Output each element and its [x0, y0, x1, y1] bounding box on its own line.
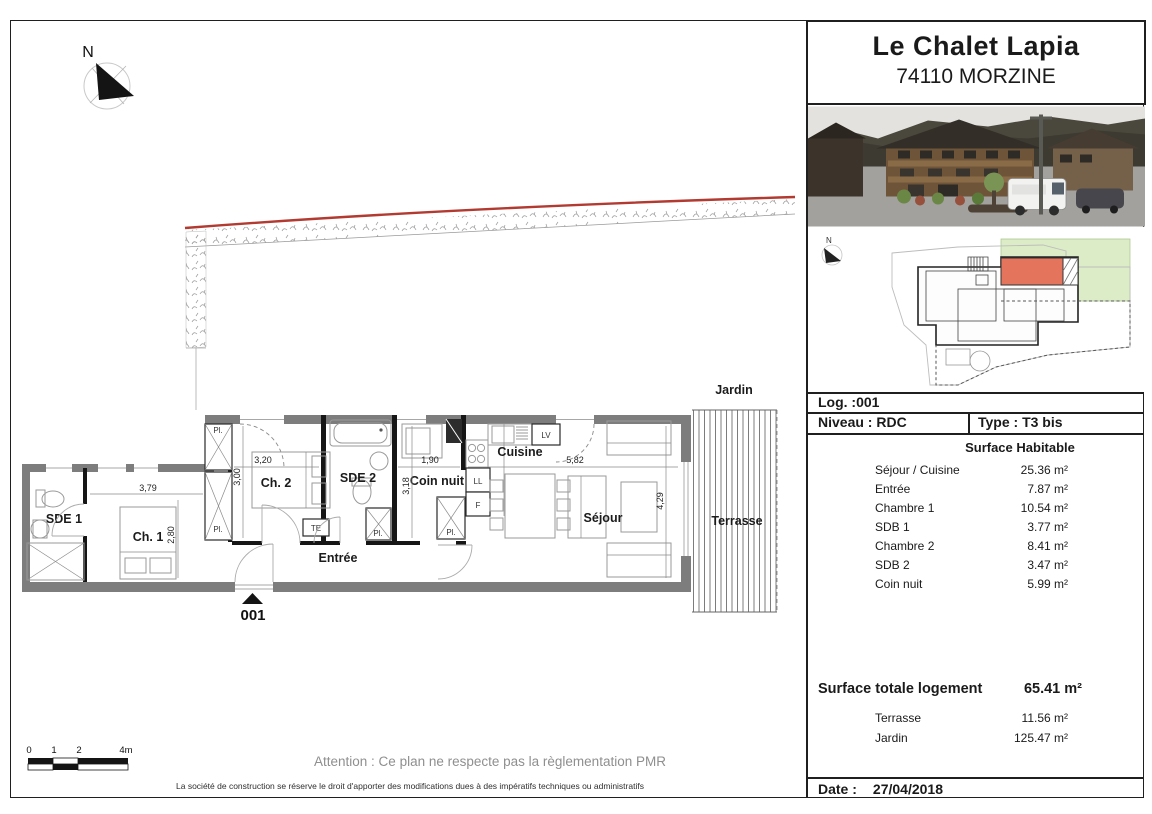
surface-row-label: Coin nuit [875, 577, 923, 591]
surface-row [806, 518, 1146, 537]
surface-row [806, 461, 1146, 480]
outdoor-row-label: Terrasse [875, 711, 922, 725]
dim-coin-width: 1,90 [421, 455, 439, 465]
surface-table-header: Surface Habitable [965, 440, 1075, 455]
electrical-panel-label: TE [310, 524, 322, 533]
site-unit-highlight [1001, 258, 1063, 285]
title-block [806, 20, 1146, 105]
outdoor-row-label: Jardin [875, 731, 908, 745]
room-cuisine [466, 424, 560, 516]
room-sde1 [27, 490, 84, 580]
interior-walls [83, 415, 466, 582]
log-number: Log. :001 [818, 394, 880, 410]
dim-sejour-height: 4,29 [655, 492, 665, 510]
dishwasher-label: LV [541, 431, 551, 440]
room-label-coin-nuit: Coin nuit [409, 474, 465, 488]
scale-tick-2: 2 [76, 745, 82, 756]
panel-line [806, 433, 1144, 435]
surface-row [806, 575, 1146, 594]
room-label-terrasse: Terrasse [711, 514, 763, 528]
date-row [818, 781, 943, 797]
room-label-cuisine: Cuisine [497, 445, 543, 459]
chalet-photo [808, 106, 1145, 227]
date-value: 27/04/2018 [872, 781, 943, 797]
type-label: Type : T3 bis [978, 414, 1063, 430]
date-label: Date : [818, 781, 857, 797]
dim-sejour-width: 5,82 [566, 455, 584, 465]
dim-ch1-height: 2,80 [166, 526, 176, 544]
closet-label: Pl. [213, 525, 223, 534]
closet-label: Pl. [446, 528, 456, 537]
surface-row-value: 5.99 m² [1027, 577, 1068, 591]
surface-row-value: 25.36 m² [1020, 463, 1068, 477]
room-label-jardin: Jardin [715, 383, 753, 397]
surface-row-value: 8.41 m² [1027, 539, 1068, 553]
outdoor-row [806, 708, 1146, 728]
room-label-ch1: Ch. 1 [132, 530, 164, 544]
project-title: Le Chalet Lapia [872, 31, 1080, 61]
closet-label: Pl. [373, 529, 383, 538]
scale-tick-0: 0 [26, 745, 32, 756]
panel-line [806, 777, 1144, 779]
surface-row [806, 537, 1146, 556]
surface-row-value: 10.54 m² [1020, 501, 1068, 515]
dim-ch2-height: 3,00 [232, 468, 242, 486]
surface-row-label: Chambre 1 [875, 501, 935, 515]
north-label: N [82, 44, 94, 61]
outdoor-table [806, 708, 1146, 748]
surface-row [806, 480, 1146, 499]
panel-line [968, 412, 970, 433]
room-coin-nuit [402, 419, 472, 579]
scale-tick-1: 1 [51, 745, 57, 756]
unit-number: 001 [240, 607, 266, 624]
room-label-entree: Entrée [318, 551, 358, 565]
surface-row-value: 3.77 m² [1027, 520, 1068, 534]
surface-total-value: 65.41 m² [1023, 681, 1082, 697]
scale-bar [26, 745, 132, 770]
room-label-ch2: Ch. 2 [260, 476, 292, 490]
terrace [692, 410, 777, 612]
attention-note: Attention : Ce plan ne respecte pas la règlementation PMR [314, 754, 666, 769]
surface-row-label: Chambre 2 [875, 539, 935, 553]
site-north-label: N [826, 236, 832, 245]
room-label-sde1: SDE 1 [45, 512, 83, 526]
surface-row-label: SDB 2 [875, 558, 910, 572]
level-label: Niveau : RDC [818, 414, 907, 430]
unit-marker [240, 593, 265, 624]
project-city: 74110 MORZINE [896, 65, 1056, 88]
surface-row-label: Entrée [875, 482, 911, 496]
outdoor-row [806, 728, 1146, 748]
surface-total-label: Surface totale logement [818, 681, 983, 697]
closet-column [205, 424, 232, 540]
outdoor-row-value: 125.47 m² [1013, 731, 1068, 745]
dim-coin-height: 3,18 [401, 477, 411, 495]
site-plan [808, 227, 1145, 392]
surface-row-value: 3.47 m² [1027, 558, 1068, 572]
surface-row [806, 556, 1146, 575]
surface-total-row [806, 681, 1146, 697]
scale-tick-4: 4m [119, 745, 133, 756]
north-compass-icon [82, 44, 134, 109]
room-label-sejour: Séjour [583, 511, 623, 525]
closet-label: Pl. [213, 426, 223, 435]
dim-ch1-width: 3,79 [139, 483, 157, 493]
surface-row-value: 7.87 m² [1027, 482, 1068, 496]
exterior-walls [22, 415, 691, 592]
dim-ch2-width: 3,20 [254, 455, 272, 465]
surface-table [806, 461, 1146, 594]
surface-row [806, 499, 1146, 518]
surface-row-label: Séjour / Cuisine [875, 463, 960, 477]
disclaimer-note: La société de construction se réserve le droit d'apporter des modifications dues à des impératifs techniques ou administratifs [176, 781, 644, 791]
property-boundary [185, 197, 795, 410]
surface-row-label: SDB 1 [875, 520, 910, 534]
dimension-lines [90, 426, 678, 578]
room-label-sde2: SDE 2 [339, 471, 377, 485]
outdoor-row-value: 11.56 m² [1021, 711, 1068, 725]
washer-label: LL [473, 477, 483, 486]
fridge-label: F [475, 501, 481, 510]
